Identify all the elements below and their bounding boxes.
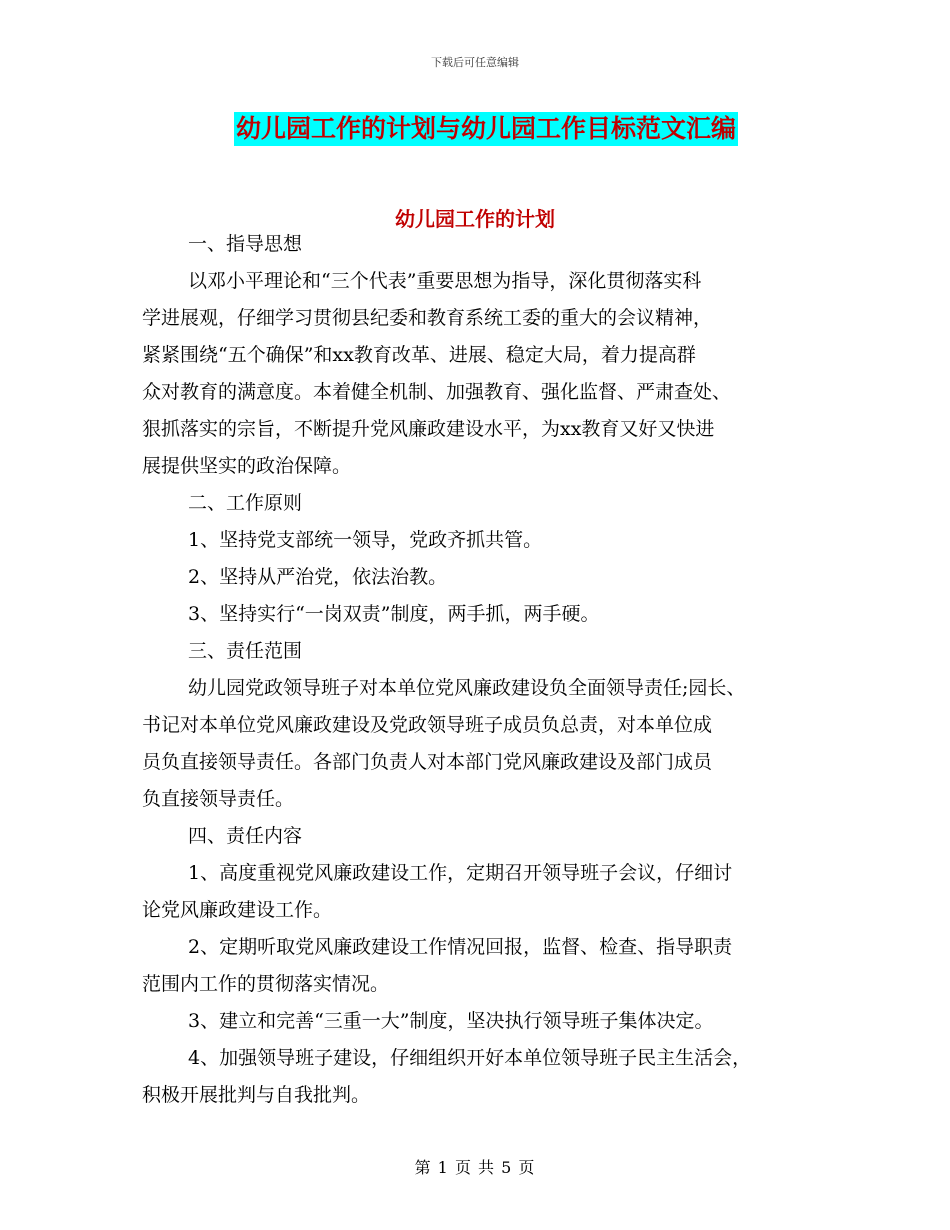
body-line: 1、坚持党支部统一领导，党政齐抓共管。 <box>188 529 543 551</box>
body-line: 众对教育的满意度。本着健全机制、加强教育、强化监督、严肃查处、 <box>142 381 732 403</box>
body-line: 范围内工作的贯彻落实情况。 <box>142 973 390 995</box>
body-line: 员负直接领导责任。各部门负责人对本部门党风廉政建设及部门成员 <box>142 751 713 773</box>
page-footer: 第 1 页 共 5 页 <box>414 1158 536 1177</box>
body-line: 书记对本单位党风廉政建设及党政领导班子成员负总责，对本单位成 <box>142 714 713 736</box>
body-line: 二、工作原则 <box>188 492 303 514</box>
body-line: 三、责任范围 <box>188 640 303 662</box>
body-line: 3、建立和完善“三重一大”制度，坚决执行领导班子集体决定。 <box>188 1010 714 1032</box>
body-line: 幼儿园党政领导班子对本单位党风廉政建设负全面领导责任;园长、 <box>188 677 746 699</box>
document-title: 幼儿园工作的计划与幼儿园工作目标范文汇编 <box>234 112 738 146</box>
body-line: 四、责任内容 <box>188 825 303 847</box>
body-line: 学进展观，仔细学习贯彻县纪委和教育系统工委的重大的会议精神， <box>142 307 713 329</box>
section-title: 幼儿园工作的计划 <box>395 207 555 231</box>
body-line: 论党风廉政建设工作。 <box>142 899 333 921</box>
body-line: 3、坚持实行“一岗双责”制度，两手抓，两手硬。 <box>188 603 600 625</box>
body-line: 4、加强领导班子建设，仔细组织开好本单位领导班子民主生活会， <box>188 1047 752 1069</box>
body-line: 2、坚持从严治党，依法治教。 <box>188 566 448 588</box>
body-line: 积极开展批判与自我批判。 <box>142 1084 371 1106</box>
body-line: 负直接领导责任。 <box>142 788 295 810</box>
document-body <box>142 226 822 1114</box>
body-line: 1、高度重视党风廉政建设工作，定期召开领导班子会议，仔细讨 <box>188 862 733 884</box>
body-line: 展提供坚实的政治保障。 <box>142 455 352 477</box>
body-line: 一、指导思想 <box>188 233 303 255</box>
body-line: 紧紧围绕“五个确保”和xx教育改革、进展、稳定大局，着力提高群 <box>142 344 696 366</box>
header-note: 下载后可任意编辑 <box>431 56 519 69</box>
body-line: 以邓小平理论和“三个代表”重要思想为指导，深化贯彻落实科 <box>188 270 702 292</box>
body-line: 2、定期听取党风廉政建设工作情况回报，监督、检查、指导职责 <box>188 936 733 958</box>
body-line: 狠抓落实的宗旨，不断提升党风廉政建设水平，为xx教育又好又快进 <box>142 418 715 440</box>
